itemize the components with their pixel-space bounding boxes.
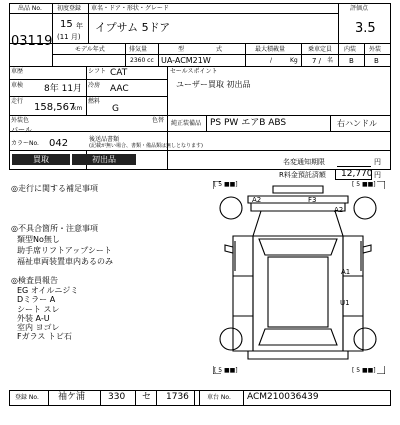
car-name-label: 車名・ドア・形状・グレード bbox=[91, 5, 169, 12]
inspection-label: 車検 bbox=[11, 82, 24, 89]
capacity-label: 乗車定員 bbox=[308, 46, 333, 53]
shift-label: シフト bbox=[88, 68, 107, 75]
diagram-scale-left: [ 5 ■■] bbox=[214, 181, 238, 188]
model-code: UA-ACM21W bbox=[161, 56, 211, 65]
first-reg-label: 初度登録 bbox=[57, 5, 82, 12]
damage-mark: F3 bbox=[308, 196, 317, 204]
sales-points: ユーザー買取 初出品 bbox=[176, 80, 251, 89]
reg-class: 330 bbox=[108, 392, 126, 402]
defects-title: ◎不具合箇所・注意事項 bbox=[11, 224, 98, 233]
inspector-note: 外装 A-U bbox=[17, 313, 50, 323]
reg-place: 袖ケ浦 bbox=[58, 392, 86, 402]
interior-grade: B bbox=[349, 57, 354, 65]
capacity-unit: 名 bbox=[327, 57, 334, 64]
reg-number: 1736 bbox=[166, 392, 189, 402]
displacement-label: 排気量 bbox=[129, 46, 148, 53]
inspector-note: Fガラス トビ石 bbox=[17, 332, 72, 342]
diagram-scale-bottom-left: [ 5 ■■] bbox=[214, 367, 238, 374]
inspector-note: Dミラー A bbox=[17, 295, 56, 305]
reg-kana: セ bbox=[142, 392, 152, 402]
interior-label: 内装 bbox=[344, 46, 357, 53]
fuel-label: 燃料 bbox=[88, 98, 101, 105]
recycle-fee-label: R料金預託済額 bbox=[279, 171, 326, 179]
defect-3: 福祉車両装置車内あるのみ bbox=[17, 257, 113, 266]
exterior-grade: B bbox=[374, 57, 379, 65]
options-value: PS PW エアB ABS bbox=[210, 118, 287, 128]
car-diagram-svg bbox=[213, 181, 385, 374]
mileage-label: 走行 bbox=[11, 98, 24, 105]
inspector-note: EG オイルニジミ bbox=[17, 286, 79, 295]
mileage-value: 158,567 bbox=[34, 102, 76, 113]
damage-mark: A2 bbox=[334, 206, 344, 214]
type-label-2: 式 bbox=[216, 46, 223, 53]
fuel-value: G bbox=[112, 104, 119, 114]
options-label: 純正装備品 bbox=[171, 120, 202, 127]
shift-value: CAT bbox=[110, 68, 128, 78]
recycle-label: 後送品書類 bbox=[89, 136, 120, 143]
inspection-value: 8年 11月 bbox=[44, 84, 83, 94]
repair-title: ◎走行に関する補足事項 bbox=[11, 184, 98, 193]
car-name: イプサム 5ドア bbox=[95, 21, 171, 34]
color-no-label: カラーNo. bbox=[11, 140, 39, 147]
recycle-fee-unit: 円 bbox=[374, 171, 381, 179]
reg-month: (11 月) bbox=[57, 33, 81, 41]
car-diagram bbox=[213, 181, 385, 374]
lot-label: 出品 No. bbox=[18, 5, 42, 12]
damage-mark: A2 bbox=[252, 196, 262, 204]
reg-no-label: 登録 No. bbox=[15, 394, 39, 401]
capacity-value: 7 / bbox=[312, 57, 322, 65]
color-no-value: 042 bbox=[49, 138, 69, 149]
lot-number: 03119 bbox=[11, 34, 53, 49]
diagram-scale-right: [ 5 ■■] bbox=[352, 181, 376, 188]
type-label: 型 bbox=[178, 46, 185, 53]
inspector-note: シート スレ bbox=[17, 304, 60, 314]
ext-color-label: 外装色 bbox=[11, 117, 30, 124]
score-label: 評価点 bbox=[350, 5, 369, 12]
tag-first: 初出品 bbox=[72, 154, 136, 165]
diagram-scale-bottom-right: [ 5 ■■] bbox=[352, 367, 376, 374]
steering-value: 右ハンドル bbox=[337, 119, 377, 128]
max-load-unit: Kg bbox=[290, 57, 298, 64]
defect-2: 助手席リフトアップシート bbox=[17, 246, 112, 255]
color-change-label: 色替 bbox=[152, 117, 165, 124]
max-load-value: / bbox=[270, 57, 273, 64]
score-value: 3.5 bbox=[355, 21, 376, 36]
name-change-label: 名変通知期限 bbox=[283, 158, 325, 166]
ext-color-value: パール bbox=[11, 126, 32, 134]
recycle-fee-value: 12,770 bbox=[341, 169, 373, 179]
reg-era: 年 bbox=[76, 22, 83, 30]
chassis-number: ACM210036439 bbox=[247, 392, 319, 402]
inspector-note: 室内 ヨゴレ bbox=[17, 323, 60, 333]
damage-mark: U1 bbox=[340, 299, 350, 307]
model-year-label: モデル年式 bbox=[75, 46, 105, 53]
damage-mark: A1 bbox=[341, 268, 351, 276]
name-change-unit: 円 bbox=[374, 158, 381, 166]
max-load-label: 最大積載量 bbox=[255, 46, 286, 53]
mileage-unit: km bbox=[73, 105, 83, 112]
exterior-label: 外装 bbox=[369, 46, 382, 53]
displacement-value: 2360 cc bbox=[130, 57, 154, 64]
inspector-title: ◎検査員報告 bbox=[11, 276, 58, 285]
history-label: 車歴 bbox=[11, 68, 24, 75]
ac-label: 冷房 bbox=[88, 82, 101, 89]
recycle-note: (記載が無い場合、書類・備品類は無しとなります) bbox=[89, 143, 203, 149]
sales-points-label: セールスポイント bbox=[170, 68, 218, 75]
defect-1: 類型No無し bbox=[17, 235, 60, 244]
reg-year: 15 bbox=[60, 19, 73, 30]
inspector-notes bbox=[17, 286, 78, 342]
tag-buy: 買取 bbox=[12, 154, 70, 165]
chassis-label: 車台 No. bbox=[207, 394, 231, 401]
ac-value: AAC bbox=[110, 84, 129, 94]
